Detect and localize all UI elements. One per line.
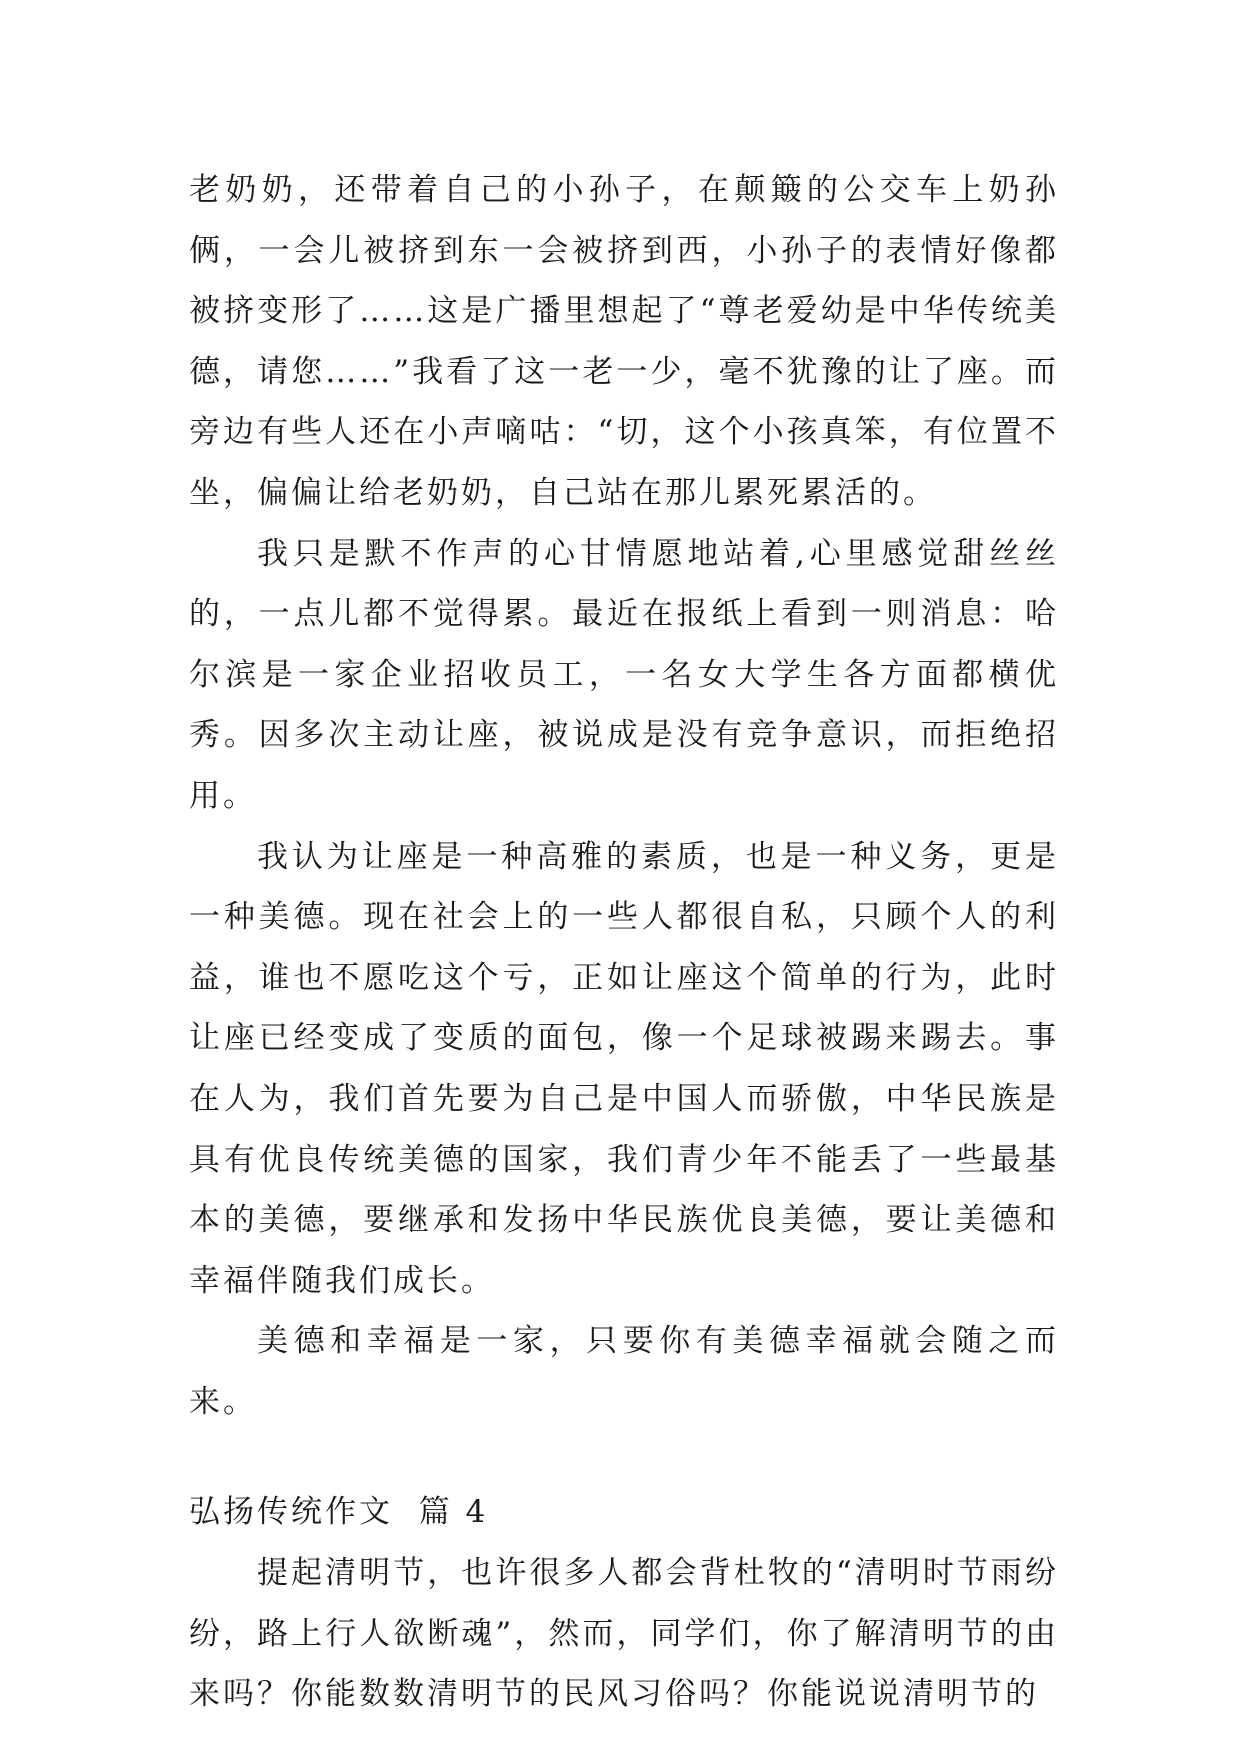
paragraph-3: 我认为让座是一种高雅的素质，也是一种义务，更是一种美德。现在社会上的一些人都很自私，只顾个人的利益，谁也不愿吃这个亏，正如让座这个简单的行为，此时让座已经变成了变质的面包，像一个足球被踢来踢去。事在人为，我们首先要为自己是中国人而骄傲，中华民族是具有优良传统美德的国家，我们青少年不能丢了一些最基本的美德，要继承和发扬中华民族优良美德，要让美德和幸福伴随我们成长。 <box>189 838 1059 1299</box>
section-heading: 弘扬传统作文 篇 4 <box>189 1494 489 1531</box>
paragraph-1: 老奶奶，还带着自己的小孙子，在颠簸的公交车上奶孙俩，一会儿被挤到东一会被挤到西，小孙子的表情好像都被挤变形了……这是广播里想起了“尊老爱幼是中华传统美德，请您……”我看了这一老一少，毫不犹豫的让了座。而旁边有些人还在小声嘀咕：“切，这个小孩真笨，有位置不坐，偏偏让给老奶奶，自己站在那儿累死累活的。 <box>189 172 1059 511</box>
paragraph-2: 我只是默不作声的心甘情愿地站着,心里感觉甜丝丝的，一点儿都不觉得累。最近在报纸上看到一则消息：哈尔滨是一家企业招收员工，一名女大学生各方面都横优秀。因多次主动让座，被说成是没有竞争意识，而拒绝招用。 <box>189 535 1059 814</box>
paragraph-4: 美德和幸福是一家，只要你有美德幸福就会随之而来。 <box>189 1323 1059 1420</box>
document-page <box>189 160 1059 1725</box>
paragraph-5: 提起清明节，也许很多人都会背杜牧的“清明时节雨纷纷，路上行人欲断魂”，然而，同学们，你了解清明节的由来吗？你能数数清明节的民风习俗吗？你能说说清明节的 <box>189 1555 1059 1713</box>
section-gap <box>189 1432 1059 1482</box>
